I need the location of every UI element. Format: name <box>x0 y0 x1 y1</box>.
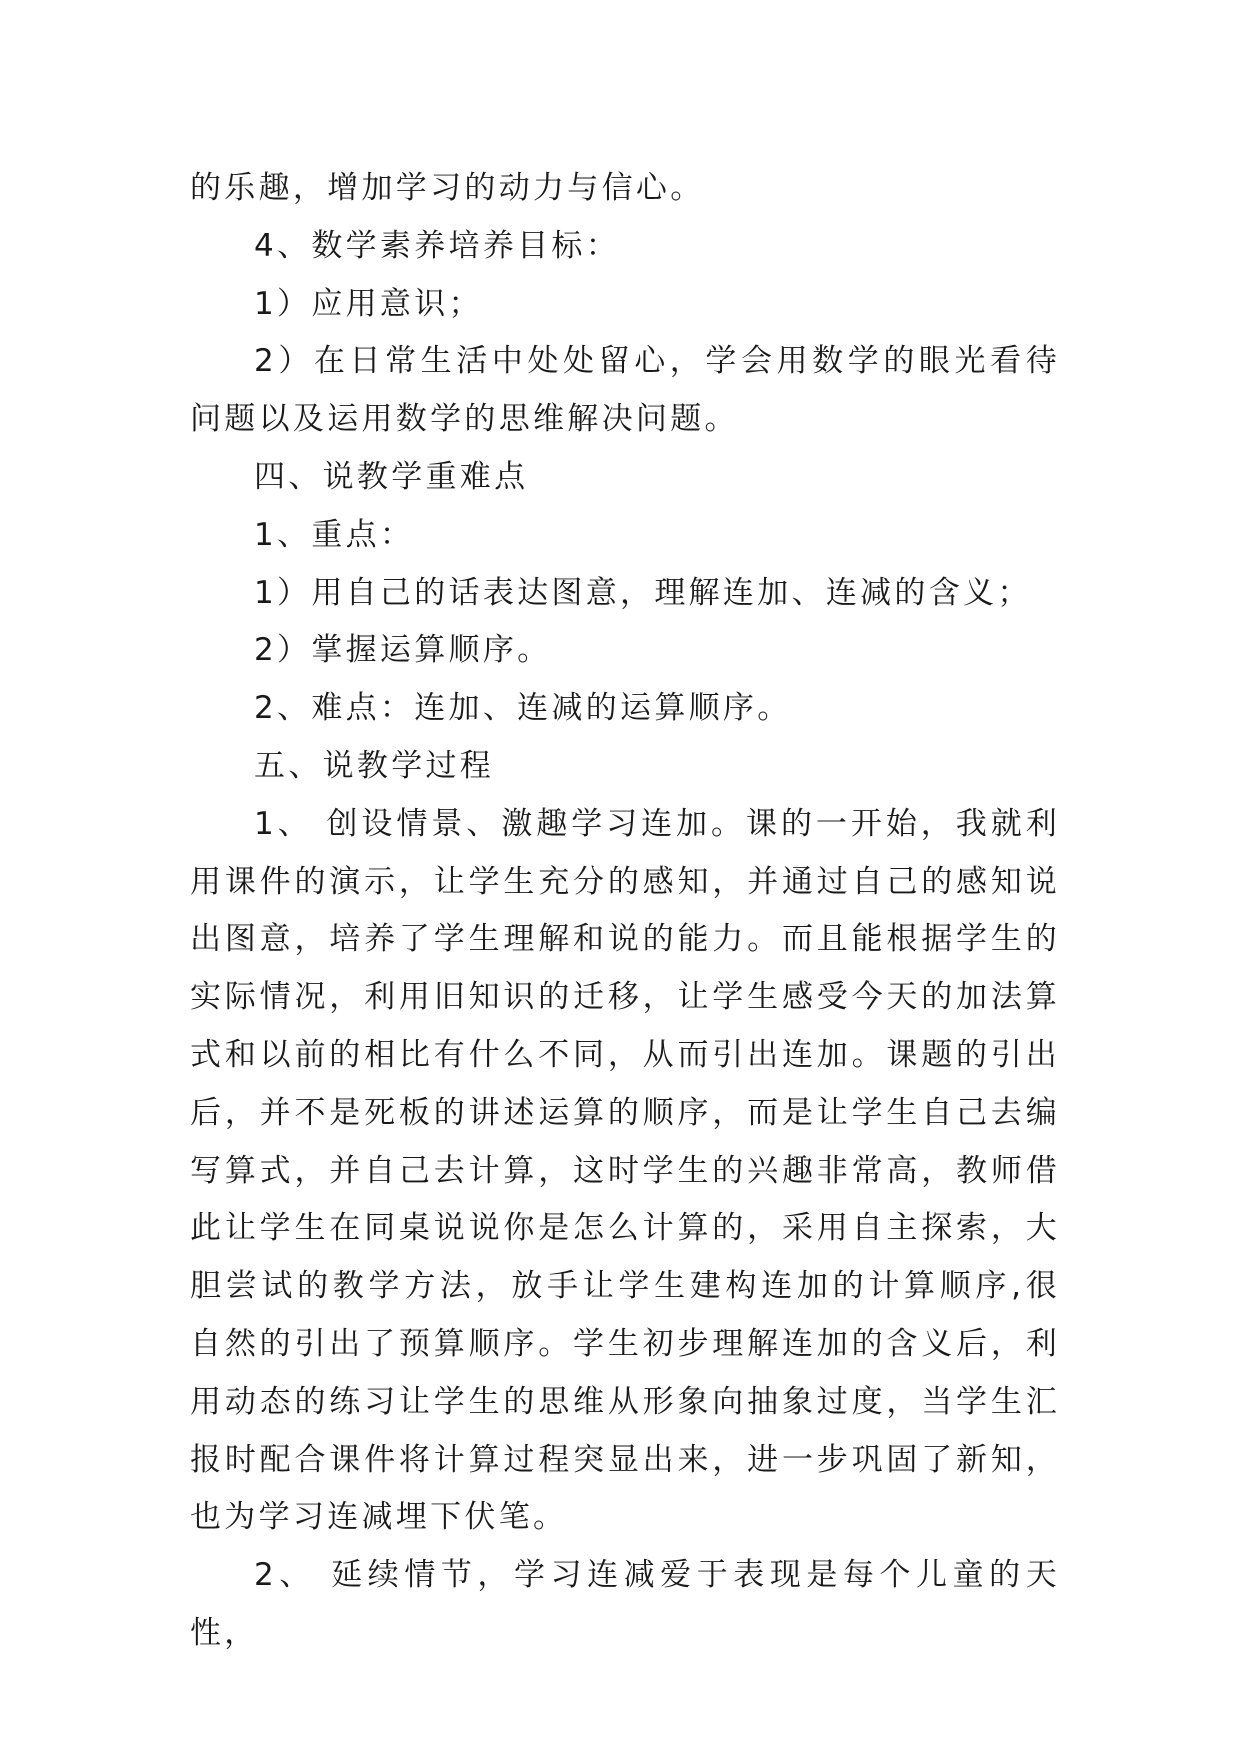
section-heading-process: 五、说教学过程 <box>254 747 495 784</box>
paragraph-key-point-2: 2）掌握运算顺序。 <box>254 632 552 669</box>
document-body <box>190 160 1060 1663</box>
paragraph-process-1: 1、 创设情景、激趣学习连加。课的一开始，我就利用课件的演示，让学生充分的感知，并通过自己的感知说出图意，培养了学生理解和说的能力。而且能根据学生的实际情况，利用旧知识的迁移，让学生感受今天的加法算式和以前的相比有什么不同，从而引出连加。课题的引出后，并不是死板的讲述运算的顺序，而是让学生自己去编写算式，并自己去计算，这时学生的兴趣非常高，教师借此让学生在同桌说说你是怎么计算的，采用自主探索，大胆尝试的教学方法，放手让学生建构连加的计算顺序,很自然的引出了预算顺序。学生初步理解连加的含义后，利用动态的练习让学生的思维从形象向抽象过度，当学生汇报时配合课件将计算过程突显出来，进一步巩固了新知，也为学习连减埋下伏笔。 <box>190 805 1060 1536</box>
paragraph-key-points: 1、重点： <box>254 516 415 553</box>
paragraph-goal-item-1: 1）应用意识； <box>254 285 483 322</box>
paragraph-process-2: 2、 延续情节，学习连减爱于表现是每个儿童的天性， <box>190 1557 1060 1651</box>
section-heading-key-points: 四、说教学重难点 <box>254 458 529 495</box>
paragraph-continuation: 的乐趣，增加学习的动力与信心。 <box>190 170 705 206</box>
paragraph-goal-item-2: 2）在日常生活中处处留心，学会用数学的眼光看待问题以及运用数学的思维解决问题。 <box>190 343 1060 438</box>
paragraph-goal-heading: 4、数学素养培养目标： <box>254 227 621 264</box>
paragraph-difficulty: 2、难点：连加、连减的运算顺序。 <box>254 690 792 727</box>
paragraph-key-point-1: 1）用自己的话表达图意，理解连加、连减的含义； <box>254 574 1032 611</box>
